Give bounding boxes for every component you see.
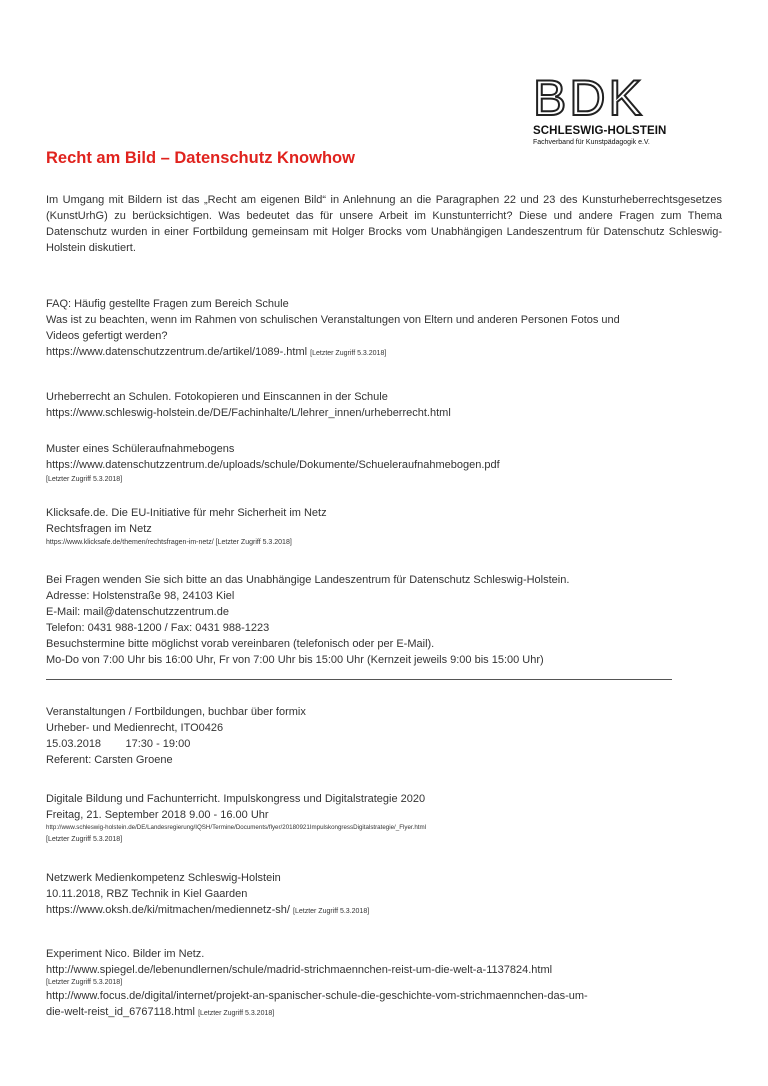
logo-tagline: Fachverband für Kunstpädagogik e.V.: [533, 139, 650, 146]
faq-access-date: [Letzter Zugriff 5.3.2018]: [310, 350, 387, 357]
contact-hours: Mo-Do von 7:00 Uhr bis 16:00 Uhr, Fr von 7:00 Uhr bis 15:00 Uhr (Kernzeit jeweils 9:00 bis 15:00 Uhr): [46, 654, 544, 666]
nico-access-date-1: [Letzter Zugriff 5.3.2018]: [46, 979, 123, 986]
page-title: Recht am Bild – Datenschutz Knowhow: [46, 149, 355, 167]
divider-line: [46, 679, 672, 680]
urheberrecht-heading: Urheberrecht an Schulen. Fotokopieren und Einscannen in der Schule: [46, 391, 388, 403]
nico-section: [46, 946, 726, 1020]
contact-email[interactable]: E-Mail: mail@datenschutzzentrum.de: [46, 606, 229, 618]
intro-paragraph: Im Umgang mit Bildern ist das „Recht am eigenen Bild“ in Anlehnung an die Paragraphen 22 und 23 des Kunsturheberrechtsgesetzes (KunstUrhG) zu berücksichtigen. Was bedeutet das für unsere Arbeit im Kunstunterricht? Diese und andere Fragen zum Thema Datenschutz wurden in einer Fortbildung gemeinsam mit Holger Brocks vom Unabhängigen Landeszentrum für Datenschutz Schleswig-Holstein diskutiert.: [46, 194, 722, 254]
netzwerk-date: 10.11.2018, RBZ Technik in Kiel Gaarden: [46, 888, 248, 900]
faq-link[interactable]: https://www.datenschutzzentrum.de/artikel/1089-.html: [46, 346, 308, 358]
klicksafe-subheading: Rechtsfragen im Netz: [46, 523, 152, 535]
contact-section: [46, 572, 726, 668]
klicksafe-access-date: [Letzter Zugriff 5.3.2018]: [215, 539, 292, 546]
muster-access-date: [Letzter Zugriff 5.3.2018]: [46, 476, 123, 483]
events-course: Urheber- und Medienrecht, ITO0426: [46, 722, 224, 734]
events-heading: Veranstaltungen / Fortbildungen, buchbar über formix: [46, 706, 306, 718]
netzwerk-link[interactable]: https://www.oksh.de/ki/mitmachen/mediennetz-sh/: [46, 904, 290, 916]
contact-intro: Bei Fragen wenden Sie sich bitte an das Unabhängige Landeszentrum für Datenschutz Schleswig-Holstein.: [46, 574, 570, 586]
klicksafe-heading: Klicksafe.de. Die EU-Initiative für mehr Sicherheit im Netz: [46, 507, 327, 519]
netzwerk-access-date: [Letzter Zugriff 5.3.2018]: [293, 908, 370, 915]
logo-letter-d: D: [569, 70, 607, 126]
events-date: 15.03.2018 17:30 - 19:00: [46, 738, 191, 750]
urheberrecht-section: [46, 389, 726, 421]
faq-text-line-2: Videos gefertigt werden?: [46, 330, 168, 342]
digital-section: [46, 791, 726, 845]
klicksafe-section: [46, 505, 726, 548]
logo-letters: [533, 72, 673, 124]
contact-phone: Telefon: 0431 988-1200 / Fax: 0431 988-1223: [46, 622, 270, 634]
nico-link-focus-part-2[interactable]: die-welt-reist_id_6767118.html: [46, 1006, 195, 1018]
nico-access-date-2: [Letzter Zugriff 5.3.2018]: [198, 1010, 275, 1017]
faq-text-line-1: Was ist zu beachten, wenn im Rahmen von schulischen Veranstaltungen von Eltern und anderen Personen Fotos und: [46, 314, 620, 326]
contact-visits: Besuchstermine bitte möglichst vorab vereinbaren (telefonisch oder per E-Mail).: [46, 638, 435, 650]
digital-access-date: [Letzter Zugriff 5.3.2018]: [46, 836, 123, 843]
events-section: [46, 704, 726, 768]
logo-letter-b: B: [533, 70, 568, 126]
events-speaker: Referent: Carsten Groene: [46, 754, 173, 766]
urheberrecht-link[interactable]: https://www.schleswig-holstein.de/DE/Fachinhalte/L/lehrer_innen/urheberrecht.html: [46, 407, 451, 419]
nico-link-spiegel[interactable]: http://www.spiegel.de/lebenundlernen/schule/madrid-strichmaennchen-reist-um-die-welt-a-1137824.html: [46, 964, 553, 976]
faq-section: [46, 296, 726, 360]
muster-section: [46, 441, 726, 485]
digital-date: Freitag, 21. September 2018 9.00 - 16.00 Uhr: [46, 809, 269, 821]
netzwerk-heading: Netzwerk Medienkompetenz Schleswig-Holstein: [46, 872, 281, 884]
bdk-logo: [533, 72, 673, 147]
digital-link[interactable]: http://www.schleswig-holstein.de/DE/Landesregierung/IQSH/Termine/Documents/flyer/20180921ImpulskongressDigitalstrategie/_Flyer.html: [46, 824, 427, 831]
faq-heading: FAQ: Häufig gestellte Fragen zum Bereich Schule: [46, 298, 289, 310]
muster-heading: Muster eines Schüleraufnahmebogens: [46, 443, 235, 455]
nico-link-focus-part-1[interactable]: http://www.focus.de/digital/internet/projekt-an-spanischer-schule-die-geschichte-vom-strichmaennchen-das-um-: [46, 990, 588, 1002]
logo-subtitle: SCHLESWIG-HOLSTEIN: [533, 125, 667, 137]
netzwerk-section: [46, 870, 726, 918]
contact-address: Adresse: Holstenstraße 98, 24103 Kiel: [46, 590, 235, 602]
muster-link[interactable]: https://www.datenschutzzentrum.de/uploads/schule/Dokumente/Schueleraufnahmebogen.pdf: [46, 459, 500, 471]
logo-letter-k: K: [608, 70, 643, 126]
digital-heading: Digitale Bildung und Fachunterricht. Impulskongress und Digitalstrategie 2020: [46, 793, 426, 805]
klicksafe-link[interactable]: https://www.klicksafe.de/themen/rechtsfragen-im-netz/: [46, 539, 214, 546]
nico-heading: Experiment Nico. Bilder im Netz.: [46, 948, 205, 960]
